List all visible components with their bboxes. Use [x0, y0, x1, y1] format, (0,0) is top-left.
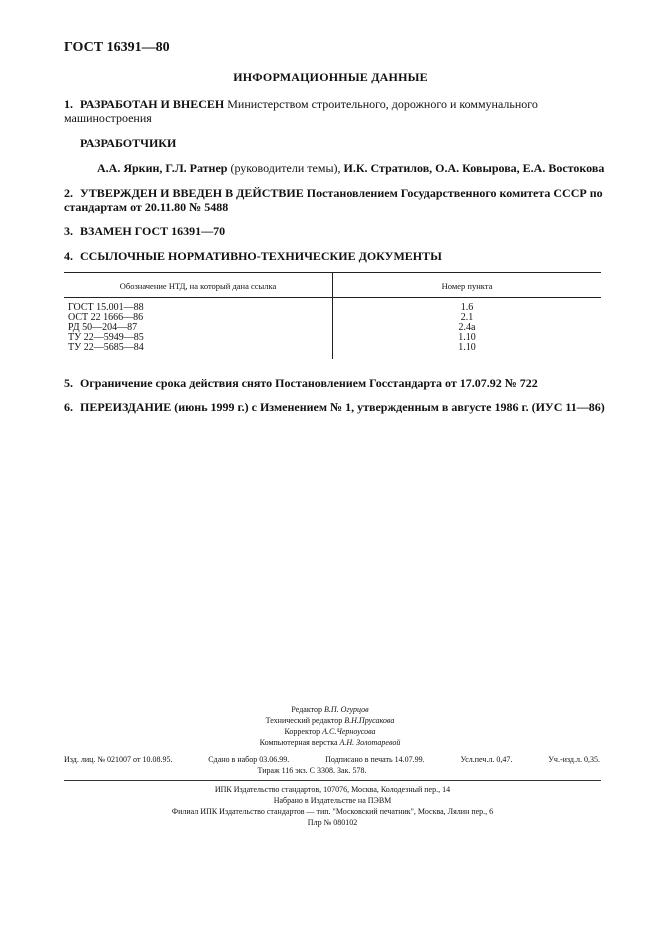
- publisher-block: [64, 784, 601, 828]
- document-header: ГОСТ 16391—80: [64, 40, 170, 55]
- section-2-number: 2.: [64, 186, 73, 200]
- section-6: [64, 400, 624, 414]
- imprint-line-1: [64, 754, 600, 765]
- table-item: 2.4а: [458, 322, 476, 333]
- table-doc: РД 50—204—87: [68, 322, 138, 333]
- references-table: [64, 272, 601, 359]
- section-4: [64, 249, 442, 263]
- table-item: 1.6: [460, 302, 474, 313]
- section-3: [64, 224, 225, 238]
- imprint-pub-sheets: Уч.-изд.л. 0,35.: [548, 755, 600, 764]
- table-item: 1.10: [458, 342, 476, 353]
- credit-tech-editor: Технический редактор В.Н.Прусакова: [265, 716, 395, 725]
- section-4-number: 4.: [64, 249, 73, 263]
- developers-role: (руководители темы),: [227, 161, 344, 175]
- page-title: ИНФОРМАЦИОННЫЕ ДАННЫЕ: [233, 70, 428, 84]
- table-header-item: Номер пункта: [333, 273, 602, 298]
- section-6-text: (июнь 1999 г.) с Изменением № 1, утвержденным в августе 1986 г. (ИУС 11—86): [171, 400, 605, 414]
- credit-corrector: Корректор А.С.Черноусова: [284, 727, 376, 736]
- imprint-print-sheets: Усл.печ.л. 0,47.: [460, 755, 513, 764]
- imprint-print-run: Тираж 116 экз. С 3308. Зак. 578.: [257, 766, 367, 775]
- table-doc-column: [64, 298, 333, 360]
- table-doc: ТУ 22—5685—84: [68, 342, 144, 353]
- section-3-lead: ВЗАМЕН ГОСТ 16391—70: [80, 224, 226, 238]
- developers-names-1: А.А. Яркин, Г.Л. Ратнер: [97, 161, 228, 175]
- publisher-line-2: Набрано в Издательстве на ПЭВМ: [273, 796, 392, 805]
- table-item: 2.1: [460, 312, 474, 323]
- table-doc: ТУ 22—5949—85: [68, 332, 144, 343]
- section-4-lead: ССЫЛОЧНЫЕ НОРМАТИВНО-ТЕХНИЧЕСКИЕ ДОКУМЕНТЫ: [80, 249, 442, 263]
- publisher-line-1: ИПК Издательство стандартов, 107076, Москва, Колодезный пер., 14: [214, 785, 451, 794]
- section-1: [64, 97, 604, 125]
- imprint-block: [64, 754, 600, 776]
- section-1-text: Министерством строительного, дорожного и коммунального машиностроения: [64, 97, 538, 125]
- section-2-text: Постановлением Государственного комитета СССР по стандартам от 20.11.80 № 5488: [64, 186, 603, 214]
- developers-heading: РАЗРАБОТЧИКИ: [80, 136, 177, 150]
- imprint-divider: [64, 780, 601, 781]
- imprint-signed: Подписано в печать 14.07.99.: [325, 755, 425, 764]
- table-item: 1.10: [458, 332, 476, 343]
- section-3-number: 3.: [64, 224, 73, 238]
- section-5: [64, 376, 604, 390]
- developers-names-2: И.К. Стратилов, О.А. Ковырова, Е.А. Востокова: [343, 161, 605, 175]
- section-5-number: 5.: [64, 376, 73, 390]
- section-1-lead: РАЗРАБОТАН И ВНЕСЕН: [80, 97, 225, 111]
- credit-editor: Редактор В.П. Огурцов: [291, 705, 369, 714]
- section-6-lead: ПЕРЕИЗДАНИЕ: [80, 400, 172, 414]
- developers-list: [97, 161, 617, 175]
- publisher-line-4: Плр № 080102: [307, 818, 358, 827]
- section-6-number: 6.: [64, 400, 73, 414]
- table-doc: ГОСТ 15.001—88: [68, 302, 144, 313]
- publisher-line-3: Филиал ИПК Издательство стандартов — тип. "Московский печатник", Москва, Лялин пер., 6: [171, 807, 494, 816]
- section-1-number: 1.: [64, 97, 73, 111]
- credit-layout: Компьютерная верстка А.Н. Золотаревой: [259, 738, 401, 747]
- table-item-column: [333, 298, 602, 360]
- credits-block: [200, 704, 460, 748]
- table-doc: ОСТ 22 1666—86: [68, 312, 144, 323]
- section-2-lead: УТВЕРЖДЕН И ВВЕДЕН В ДЕЙСТВИЕ: [80, 186, 304, 200]
- section-2: [64, 186, 604, 214]
- imprint-license: Изд. лиц. № 021007 от 10.08.95.: [64, 755, 173, 764]
- section-5-text: Ограничение срока действия снято Постановлением Госстандарта от 17.07.92 № 722: [80, 376, 538, 390]
- imprint-set: Сдано в набор 03.06.99.: [208, 755, 290, 764]
- table-header-document: Обозначение НТД, на который дана ссылка: [64, 273, 333, 298]
